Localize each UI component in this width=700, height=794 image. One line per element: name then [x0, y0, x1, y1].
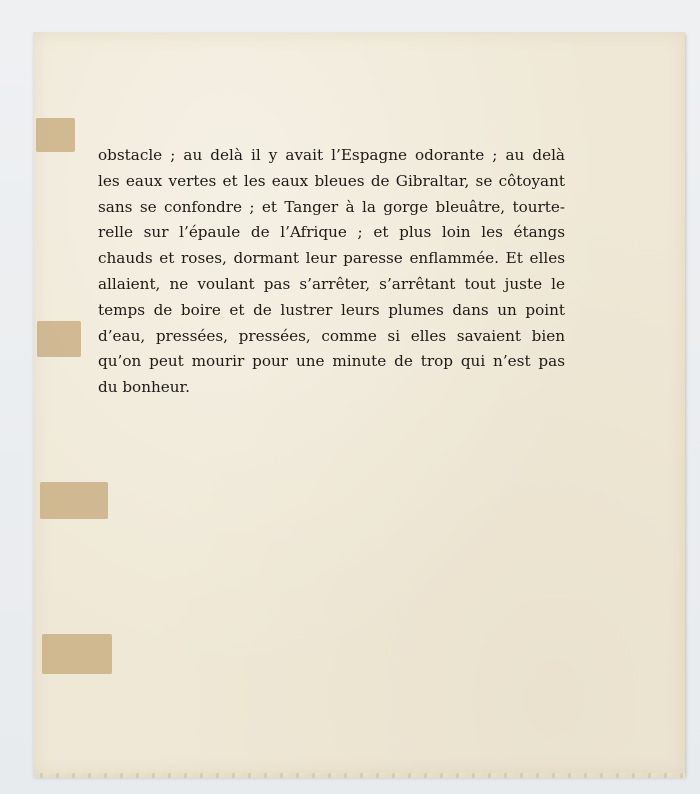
text-line: allaient, ne voulant pas s’arrêter, s’arrêtant tout juste le: [98, 274, 565, 293]
text-line: les eaux vertes et les eaux bleues de Gibraltar, se côtoyant: [98, 171, 565, 190]
text-line: d’eau, pressées, pressées, comme si elles savaient bien: [98, 326, 565, 345]
body-paragraph: [98, 143, 565, 401]
text-line: sans se confondre ; et Tanger à la gorge bleuâtre, tourte-: [98, 197, 565, 216]
tape-strip: [37, 321, 81, 357]
text-line: chauds et roses, dormant leur paresse enflammée. Et elles: [98, 249, 565, 268]
text-line: temps de boire et de lustrer leurs plumes dans un point: [98, 300, 565, 319]
text-line: relle sur l’épaule de l’Afrique ; et plus loin les étangs: [98, 223, 565, 242]
text-line: qu’on peut mourir pour une minute de trop qui n’est pas: [98, 352, 565, 371]
text-line: obstacle ; au delà il y avait l’Espagne odorante ; au delà: [98, 146, 565, 164]
tape-strip: [40, 482, 108, 519]
text-line: du bonheur.: [98, 378, 190, 397]
tape-strip: [42, 634, 112, 674]
tape-strip: [36, 118, 75, 152]
